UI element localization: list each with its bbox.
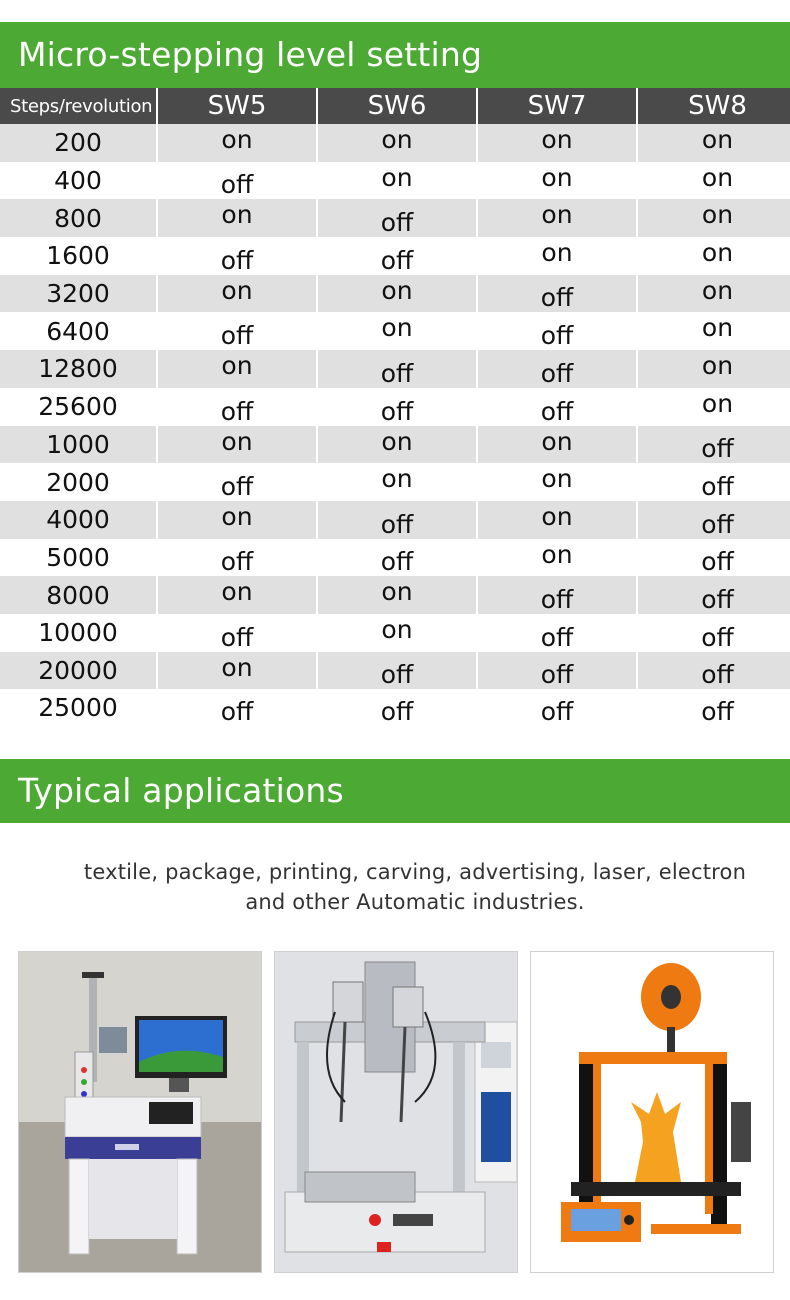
- sw8-cell: off: [637, 614, 790, 652]
- steps-cell: 25000: [38, 693, 118, 723]
- sw7-cell: off: [477, 576, 637, 614]
- sw6-cell: off: [317, 501, 477, 539]
- sw8-cell: off: [637, 426, 790, 464]
- steps-cell: 400: [54, 166, 102, 196]
- sw7-cell: on: [477, 237, 637, 275]
- sw8-cell: on: [637, 275, 790, 313]
- sw5-cell: on: [157, 350, 317, 388]
- sw7-cell: on: [477, 501, 637, 539]
- steps-cell: 3200: [0, 275, 157, 313]
- sw5-cell: off: [157, 237, 317, 275]
- sw7-cell: on: [477, 162, 637, 200]
- table-row: [0, 162, 790, 200]
- sw5-cell: on: [157, 501, 317, 539]
- applications-description: [80, 857, 750, 917]
- sw7-cell: on: [477, 539, 637, 577]
- applications-line-1: textile, package, printing, carving, advertising, laser, electron: [83, 860, 747, 884]
- steps-cell: 1600: [46, 241, 110, 271]
- sw8-cell: off: [637, 652, 790, 690]
- header-sw7: SW7: [477, 88, 637, 124]
- table-row: [0, 426, 790, 464]
- steps-cell: 800: [0, 199, 157, 237]
- sw5-cell: off: [157, 614, 317, 652]
- table-header-row: [0, 88, 790, 124]
- laser-marking-machine-photo: [18, 951, 262, 1273]
- sw6-cell: off: [317, 237, 477, 275]
- sw6-cell: off: [317, 539, 477, 577]
- sw5-cell: off: [157, 539, 317, 577]
- sw5-cell: on: [157, 275, 317, 313]
- sw6-cell: on: [317, 426, 477, 464]
- header-sw6: SW6: [317, 88, 477, 124]
- header-steps: Steps/revolution: [0, 88, 157, 124]
- sw7-cell: off: [477, 275, 637, 313]
- header-sw5: SW5: [157, 88, 317, 124]
- sw5-cell: on: [157, 652, 317, 690]
- sw6-cell: off: [317, 388, 477, 426]
- sw5-cell: on: [157, 576, 317, 614]
- sw6-cell: off: [317, 350, 477, 388]
- sw6-cell: on: [317, 275, 477, 313]
- table-row: [0, 199, 790, 237]
- table-row: [0, 652, 790, 690]
- sw6-cell: on: [317, 312, 477, 350]
- sw5-cell: on: [157, 124, 317, 162]
- sw5-cell: off: [157, 162, 317, 200]
- sw6-cell: on: [317, 162, 477, 200]
- microstep-table: [0, 88, 790, 726]
- table-row: [0, 312, 790, 350]
- table-row: [0, 350, 790, 388]
- sw8-cell: on: [637, 237, 790, 275]
- sw7-cell: off: [477, 652, 637, 690]
- section-title-microstepping: [0, 22, 790, 88]
- sw6-cell: on: [317, 463, 477, 501]
- steps-cell: 2000: [46, 467, 110, 497]
- sw8-cell: off: [637, 576, 790, 614]
- sw8-cell: on: [637, 124, 790, 162]
- sw8-cell: on: [637, 350, 790, 388]
- sw5-cell: on: [157, 199, 317, 237]
- sw8-cell: on: [637, 162, 790, 200]
- sw6-cell: on: [317, 124, 477, 162]
- sw7-cell: off: [477, 689, 637, 726]
- steps-cell: 20000: [0, 652, 157, 690]
- dispensing-robot-photo: [274, 951, 518, 1273]
- table-row: [0, 539, 790, 577]
- sw8-cell: on: [637, 388, 790, 426]
- steps-cell: 4000: [0, 501, 157, 539]
- steps-cell: 1000: [0, 426, 157, 464]
- steps-cell: 10000: [38, 618, 118, 648]
- sw6-cell: off: [317, 652, 477, 690]
- sw7-cell: off: [477, 350, 637, 388]
- sw6-cell: off: [317, 199, 477, 237]
- steps-cell: 6400: [46, 316, 110, 346]
- sw5-cell: off: [157, 463, 317, 501]
- steps-cell: 200: [0, 124, 157, 162]
- table-row: [0, 614, 790, 652]
- sw5-cell: off: [157, 312, 317, 350]
- sw8-cell: on: [637, 312, 790, 350]
- steps-cell: 12800: [0, 350, 157, 388]
- sw8-cell: on: [637, 199, 790, 237]
- sw6-cell: off: [317, 689, 477, 726]
- sw6-cell: on: [317, 614, 477, 652]
- table-row: [0, 463, 790, 501]
- table-row: [0, 501, 790, 539]
- steps-cell: 8000: [0, 576, 157, 614]
- 3d-printer-photo: [530, 951, 774, 1273]
- sw7-cell: on: [477, 426, 637, 464]
- sw5-cell: on: [157, 426, 317, 464]
- sw5-cell: off: [157, 689, 317, 726]
- steps-cell: 25600: [38, 392, 118, 422]
- table-row: [0, 576, 790, 614]
- header-sw8: SW8: [637, 88, 790, 124]
- steps-cell: 5000: [46, 542, 110, 572]
- sw7-cell: off: [477, 388, 637, 426]
- section-title-applications: [0, 759, 790, 823]
- sw7-cell: on: [477, 463, 637, 501]
- table-row: [0, 275, 790, 313]
- sw5-cell: off: [157, 388, 317, 426]
- section-title-text: Typical applications: [18, 771, 344, 810]
- sw8-cell: off: [637, 501, 790, 539]
- table-row: [0, 124, 790, 162]
- table-row: [0, 237, 790, 275]
- applications-line-2: and other Automatic industries.: [245, 890, 585, 914]
- sw6-cell: on: [317, 576, 477, 614]
- sw7-cell: on: [477, 199, 637, 237]
- sw7-cell: off: [477, 312, 637, 350]
- sw8-cell: off: [637, 689, 790, 726]
- sw7-cell: on: [477, 124, 637, 162]
- sw8-cell: off: [637, 463, 790, 501]
- table-row: [0, 689, 790, 726]
- section-title-text: Micro-stepping level setting: [18, 35, 483, 74]
- table-row: [0, 388, 790, 426]
- sw7-cell: off: [477, 614, 637, 652]
- sw8-cell: off: [637, 539, 790, 577]
